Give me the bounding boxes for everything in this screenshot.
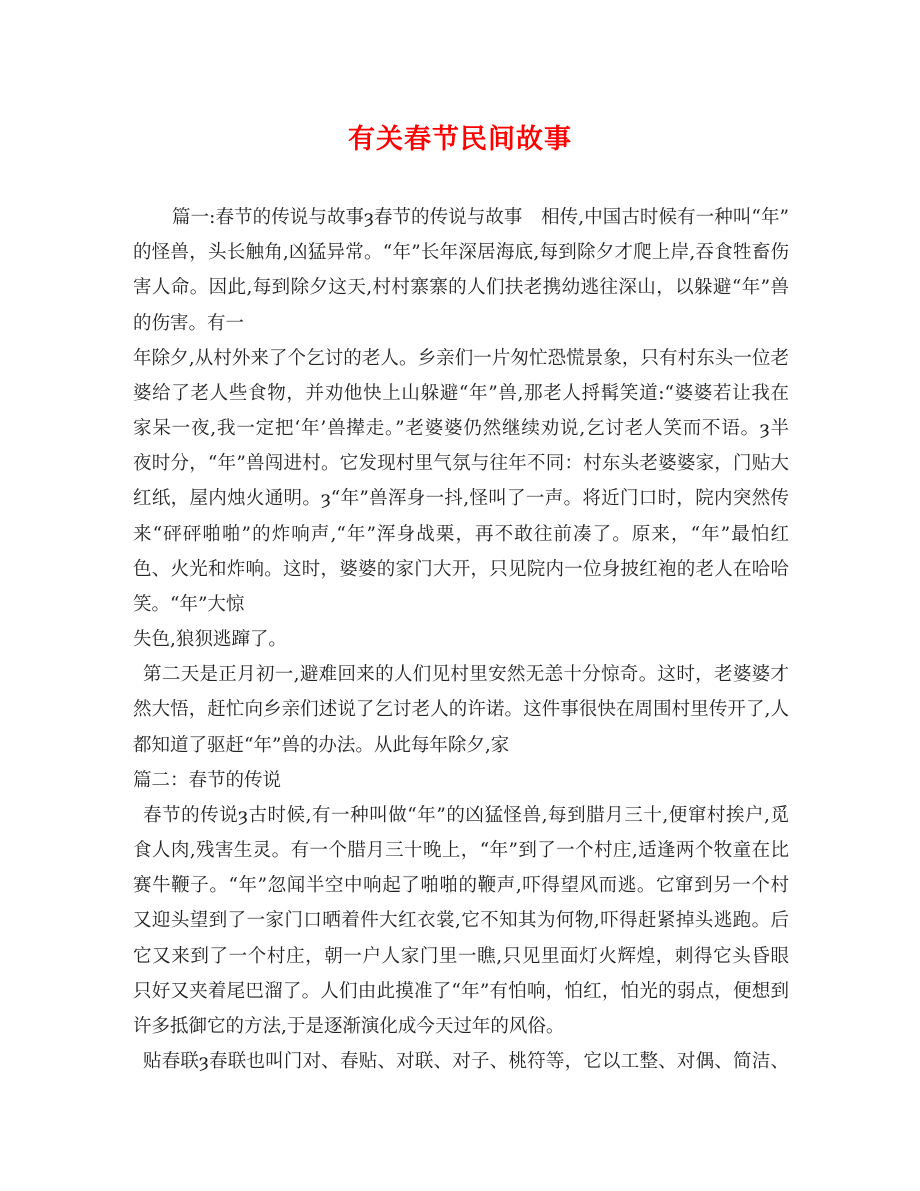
text-line: 贴春联ȝ春联也叫门对、春贴、对联、对子、桃符等，它以工整、对偶、简洁、 xyxy=(143,1051,789,1073)
text-line: 失色,狼狈逃蹿了。 xyxy=(133,629,287,651)
text-line: 食人肉,残害生灵。有一个腊月三十晚上，“年”到了一个村庄,适逢两个牧童在比 xyxy=(133,840,789,862)
text-line: 篇一:春节的传说与故事ȝ春节的传说与故事 相传,中国古时候有一种叫“年” xyxy=(172,207,789,228)
text-line: 婆给了老人些食物，并劝他快上山躲避“年”兽,那老人捋髯笑道:“婆婆若让我在 xyxy=(133,382,789,404)
text-line: 笑。“年”大惊 xyxy=(133,593,245,615)
text-line: 第二天是正月初一,避难回来的人们见村里安然无恙十分惊奇。这时，老婆婆才 xyxy=(143,664,789,686)
document-title: 有关春节民间故事 xyxy=(348,124,572,155)
text-line: 春节的传说ȝ古时候,有一种叫做“年”的凶猛怪兽,每到腊月三十,便窜村挨户,觅 xyxy=(143,804,789,826)
text-line: 篇二：春节的传说 xyxy=(133,769,282,791)
text-line: 都知道了驱赶“年”兽的办法。从此每年除夕,家 xyxy=(133,734,510,756)
text-line: 的怪兽，头长触角,凶猛异常。“年”长年深居海底,每到除夕才爬上岸,吞食牲畜伤 xyxy=(133,242,789,264)
text-line: 色、火光和炸响。这时，婆婆的家门大开，只见院内一位身披红袍的老人在哈哈 xyxy=(133,558,789,580)
text-line: 年除夕,从村外来了个乞讨的老人。乡亲们一片匆忙恐慌景象，只有村东头一位老 xyxy=(133,347,789,369)
text-line: 红纸，屋内烛火通明。ȝ“年”兽浑身一抖,怪叫了一声。将近门口时，院内突然传 xyxy=(133,488,789,510)
text-line: 夜时分，“年”兽闯进村。它发现村里气氛与往年不同：村东头老婆婆家，门贴大 xyxy=(133,453,789,475)
text-line: 然大悟，赶忙向乡亲们述说了乞讨老人的许诺。这件事很快在周围村里传开了,人 xyxy=(133,699,789,721)
text-line: 来“砰砰啪啪”的炸响声,“年”浑身战栗，再不敢往前凑了。原来，“年”最怕红 xyxy=(133,523,789,545)
text-line: 它又来到了一个村庄，朝一户人家门里一瞧,只见里面灯火辉煌，刺得它头昏眼 xyxy=(133,945,789,967)
text-line: 害人命。因此,每到除夕这天,村村寨寨的人们扶老携幼逃往深山，以躲避“年”兽 xyxy=(133,277,789,299)
text-line: 只好又夹着尾巴溜了。人们由此摸准了“年”有怕响，怕红，怕光的弱点，便想到 xyxy=(133,980,789,1002)
text-line: 家呆一夜,我一定把‘年’兽撵走。”老婆婆仍然继续劝说,乞讨老人笑而不语。ȝ半 xyxy=(133,418,789,440)
text-line: 赛牛鞭子。“年”忽闻半空中响起了啪啪的鞭声,吓得望风而逃。它窜到另一个村 xyxy=(133,875,789,897)
text-line: 许多抵御它的方法,于是逐渐演化成今天过年的风俗。 xyxy=(133,1015,565,1037)
text-line: 的伤害。有一 xyxy=(133,312,245,334)
text-line: 又迎头望到了一家门口晒着件大红衣裳,它不知其为何物,吓得赶紧掉头逃跑。后 xyxy=(133,910,789,932)
